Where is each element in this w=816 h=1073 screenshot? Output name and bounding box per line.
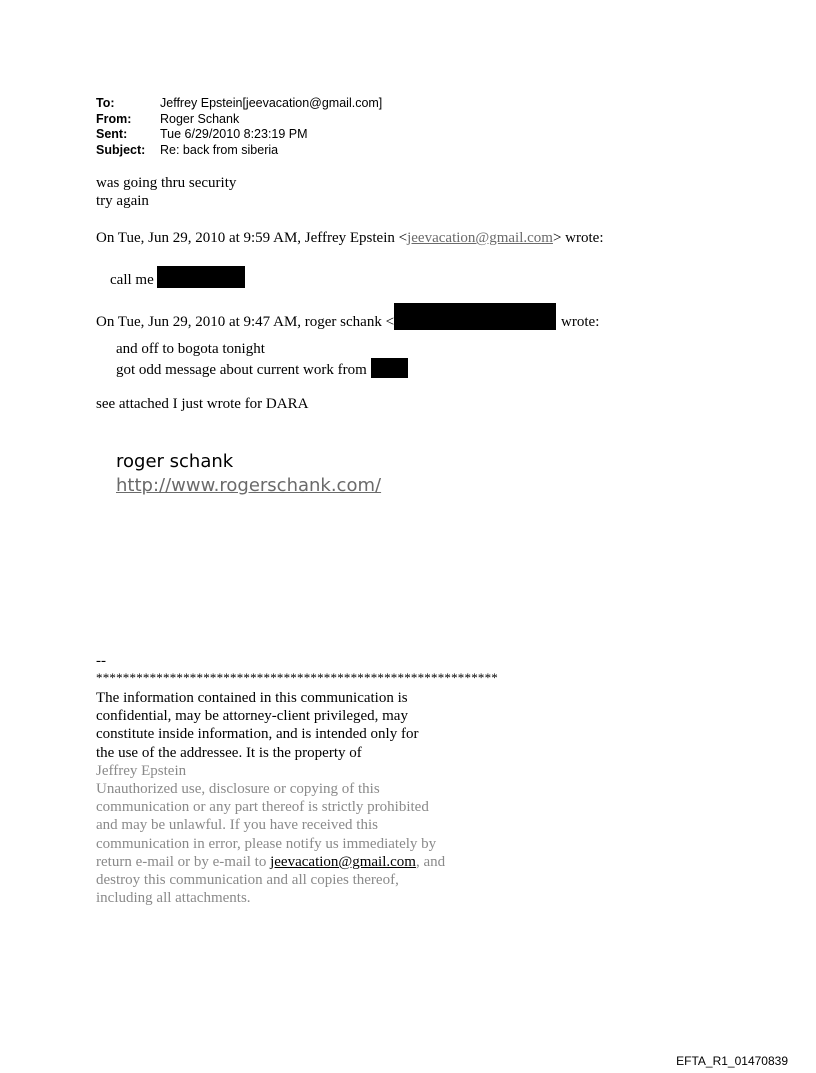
attached-line: see attached I just wrote for DARA <box>96 396 309 412</box>
subject-row <box>96 143 382 159</box>
signature <box>116 450 381 498</box>
to-value: Jeffrey Epstein[jeevacation@gmail.com] <box>160 96 383 110</box>
quote1-suffix: > wrote: <box>552 230 604 246</box>
to-row <box>96 96 382 112</box>
quote-header-2 <box>96 303 599 331</box>
disclaimer-line: confidential, may be attorney-client privileged, may <box>96 708 408 725</box>
disclaimer-line: communication or any part thereof is strictly prohibited <box>96 799 429 816</box>
subject-label: Subject: <box>96 142 146 157</box>
subject-value: Re: back from siberia <box>160 142 279 157</box>
disclaimer-line: including all attachments. <box>96 890 251 907</box>
signature-name: roger schank <box>116 451 234 472</box>
odd-message-text: got odd message about current work from <box>116 362 367 378</box>
disclaimer-line: the use of the addressee. It is the property of <box>96 744 362 761</box>
disclaimer-line: Jeffrey Epstein <box>96 762 187 779</box>
odd-message-line <box>116 358 408 379</box>
from-label: From: <box>96 111 132 126</box>
sent-row <box>96 127 382 143</box>
disclaimer-email-link[interactable]: jeevacation@gmail.com <box>270 853 416 870</box>
sent-value: Tue 6/29/2010 8:23:19 PM <box>160 127 308 141</box>
disclaimer-line: and may be unlawful. If you have received this <box>96 817 378 834</box>
body-line-2: try again <box>96 193 149 209</box>
disclaimer-line: Unauthorized use, disclosure or copying of this <box>96 781 380 798</box>
disclaimer-line: The information contained in this communication is <box>96 690 408 706</box>
quote1-email-link[interactable]: jeevacation@gmail.com <box>407 230 553 246</box>
return-prefix: return e-mail or by e-mail to <box>96 853 271 870</box>
disclaimer <box>96 689 445 907</box>
body-line-1: was going thru security <box>96 175 237 191</box>
disclaimer-line: communication in error, please notify us immediately by <box>96 835 437 852</box>
separator-dashes: -- <box>96 653 106 669</box>
quote-header-1 <box>96 229 603 247</box>
quote2-suffix: wrote: <box>561 314 600 330</box>
redaction-box <box>371 358 408 378</box>
bogota-line: and off to bogota tonight <box>116 341 265 357</box>
from-value: Roger Schank <box>160 111 240 126</box>
call-me-text: call me <box>110 272 154 288</box>
separator-stars: ************************************************************ <box>96 670 498 685</box>
quote1-prefix: On Tue, Jun 29, 2010 at 9:59 AM, Jeffrey Epstein < <box>96 230 408 246</box>
sent-label: Sent: <box>96 127 128 141</box>
disclaimer-line: destroy this communication and all copies thereof, <box>96 872 399 889</box>
to-label: To: <box>96 96 115 110</box>
redaction-box <box>394 303 556 330</box>
from-row <box>96 112 382 128</box>
disclaimer-line: constitute inside information, and is intended only for <box>96 726 419 743</box>
email-header <box>96 96 382 158</box>
signature-url-link[interactable]: http://www.rogerschank.com/ <box>116 475 382 496</box>
redaction-box <box>157 266 245 288</box>
quote2-prefix: On Tue, Jun 29, 2010 at 9:47 AM, roger schank < <box>96 314 395 330</box>
disclaimer-return-line <box>96 853 445 871</box>
return-suffix: , and <box>415 853 446 870</box>
call-me-line <box>110 266 245 289</box>
document-id: EFTA_R1_01470839 <box>676 1054 788 1068</box>
